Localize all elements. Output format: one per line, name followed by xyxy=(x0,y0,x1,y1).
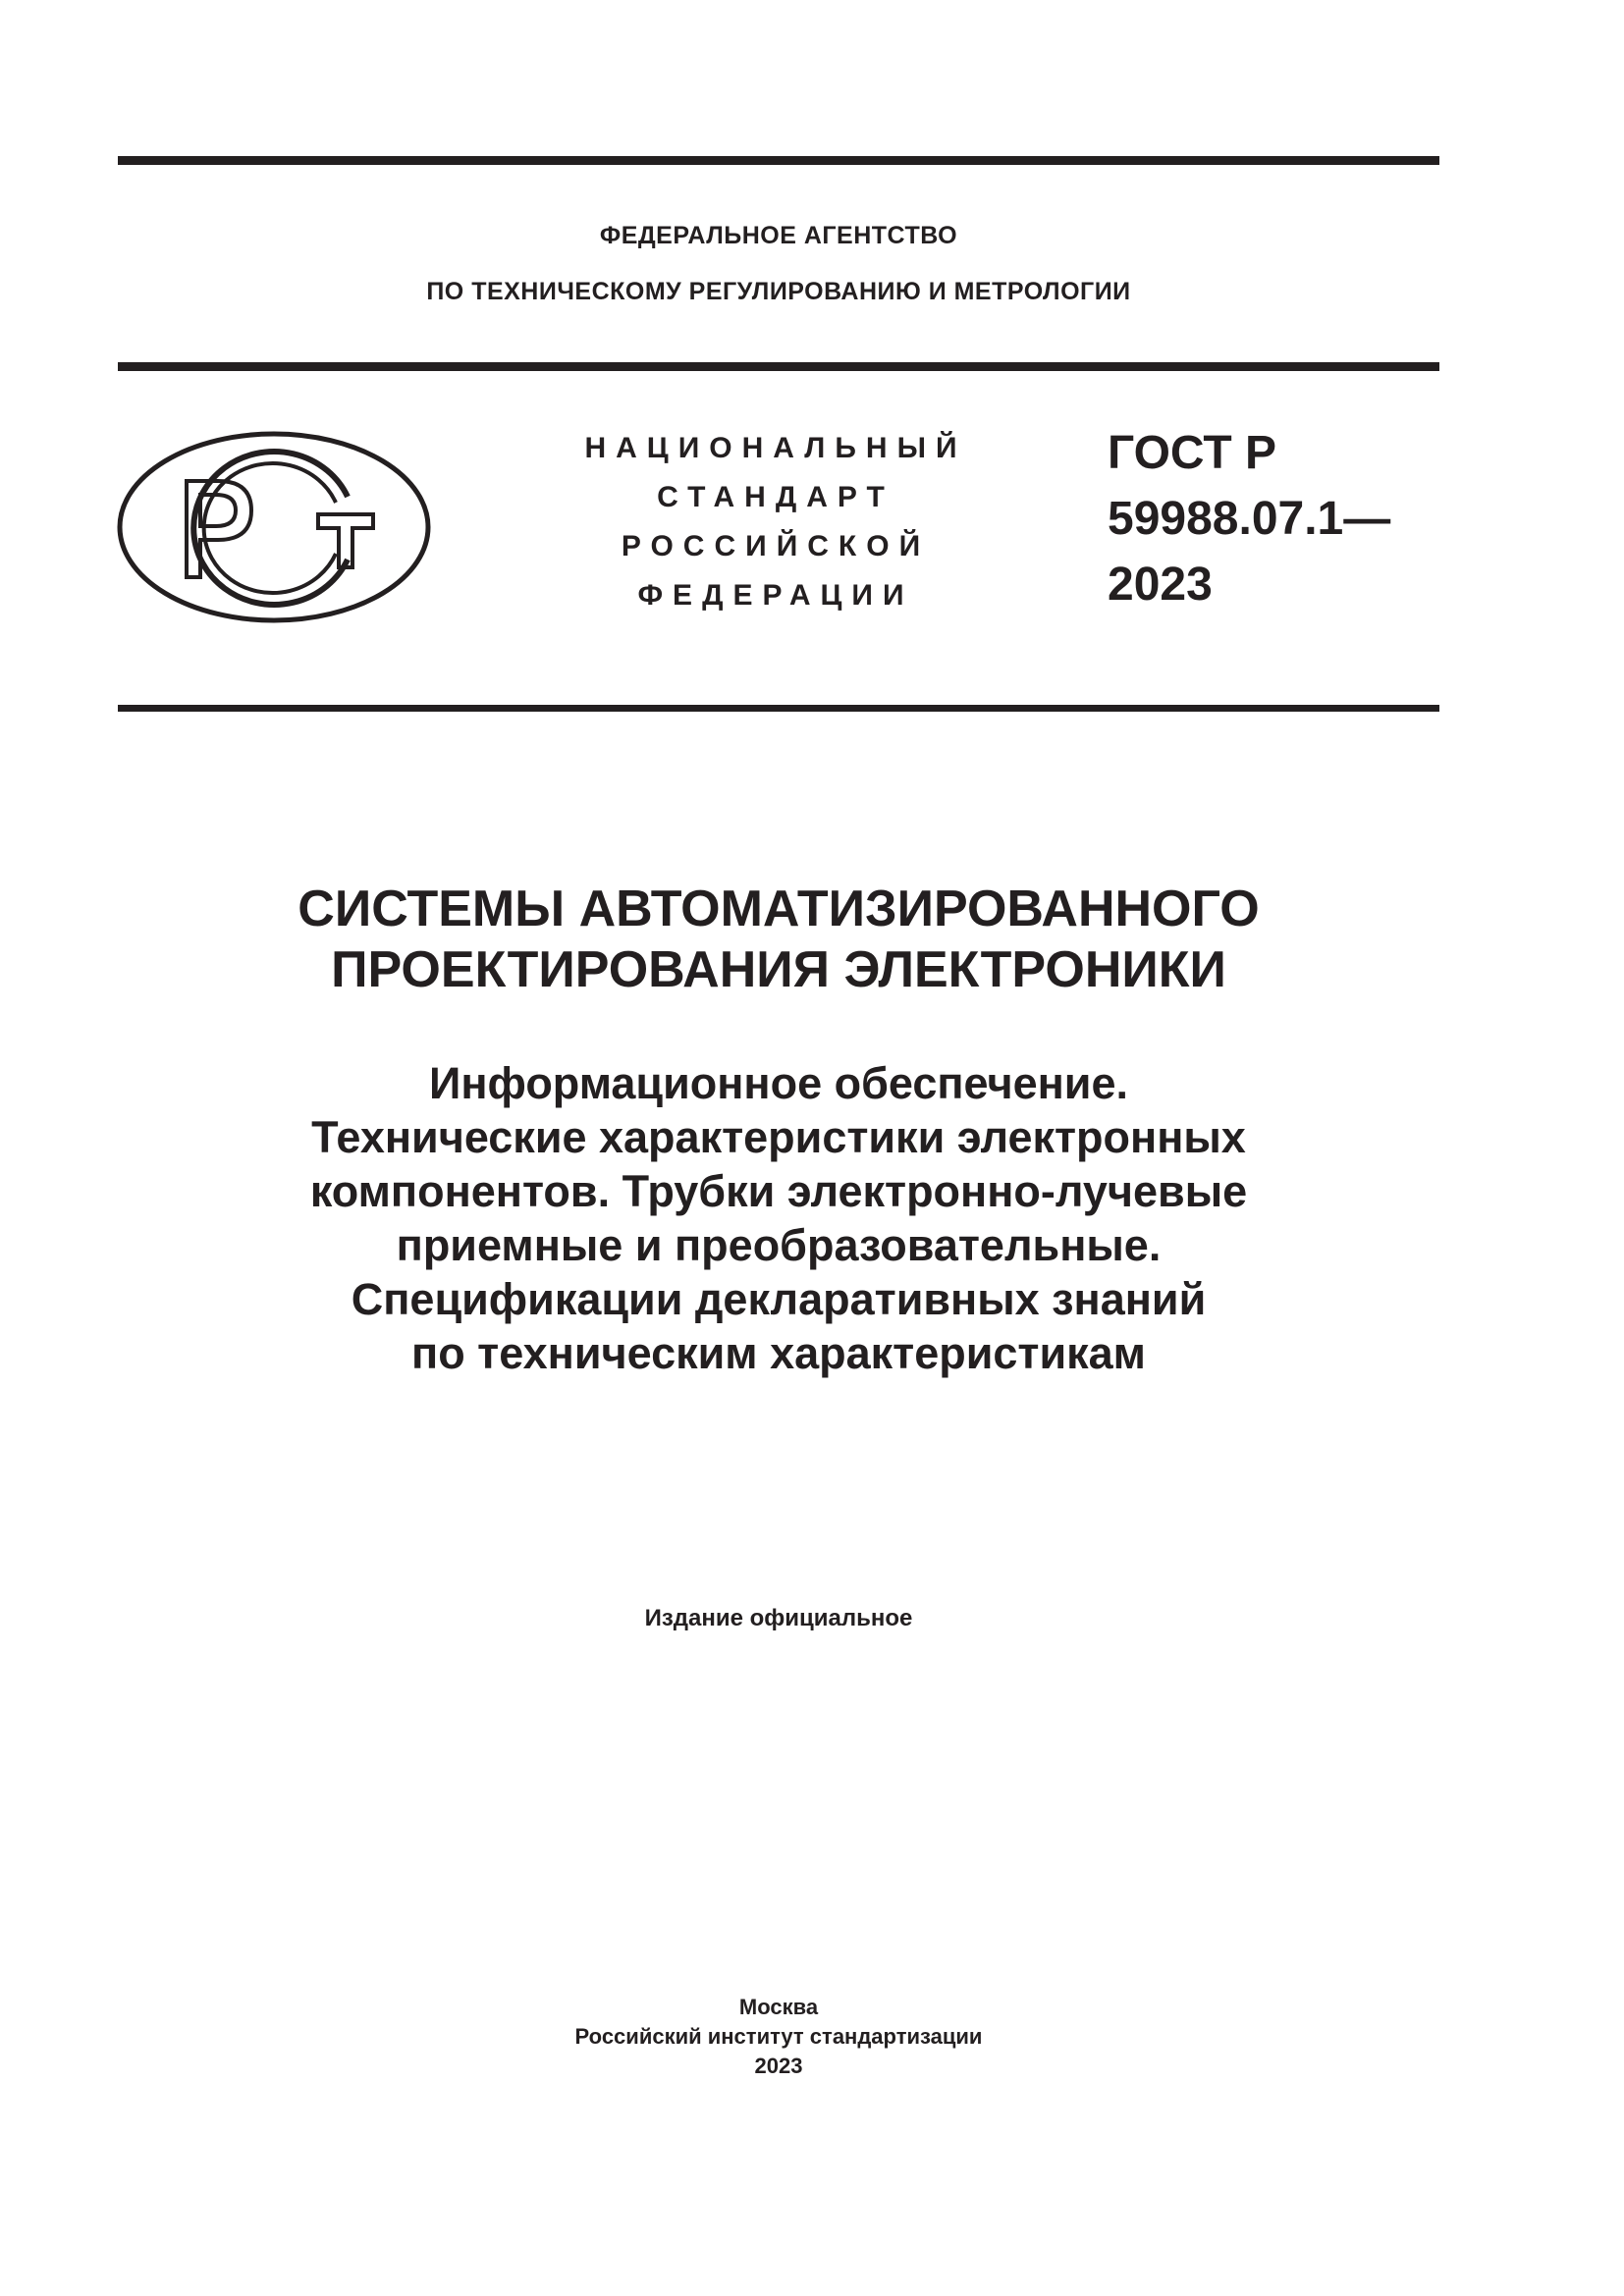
standard-designation xyxy=(1108,420,1441,617)
designation-line: 2023 xyxy=(1108,559,1213,611)
top-rule xyxy=(118,156,1439,165)
designation-line: ГОСТ Р xyxy=(1108,427,1277,479)
agency-line-2: ПО ТЕХНИЧЕСКОМУ РЕГУЛИРОВАНИЮ И МЕТРОЛОГИИ xyxy=(426,278,1131,305)
designation-line: 59988.07.1— xyxy=(1108,493,1391,545)
footer-city: Москва xyxy=(738,1995,819,2019)
agency-line-1: ФЕДЕРАЛЬНОЕ АГЕНТСТВО xyxy=(599,222,958,249)
rst-logo-icon xyxy=(116,430,432,624)
national-standard-line: НАЦИОНАЛЬНЫЙ xyxy=(584,432,967,464)
bottom-rule xyxy=(118,705,1439,712)
document-subtitle xyxy=(118,1056,1439,1380)
subtitle-line: по техническим характеристикам xyxy=(411,1328,1146,1378)
subtitle-line: Спецификации декларативных знаний xyxy=(351,1274,1207,1324)
national-standard-label xyxy=(545,424,1006,620)
national-standard-line: РОССИЙСКОЙ xyxy=(621,530,931,562)
edition-note: Издание официальное xyxy=(644,1605,913,1631)
subtitle-line: Технические характеристики электронных xyxy=(311,1112,1246,1162)
title-line: СИСТЕМЫ АВТОМАТИЗИРОВАННОГО xyxy=(298,881,1260,937)
footer-publisher: Российский институт стандартизации xyxy=(574,2024,983,2049)
footer-year: 2023 xyxy=(754,2054,803,2078)
subtitle-line: компонентов. Трубки электронно-лучевые xyxy=(309,1166,1248,1216)
subtitle-line: приемные и преобразовательные. xyxy=(396,1220,1162,1270)
title-line: ПРОЕКТИРОВАНИЯ ЭЛЕКТРОНИКИ xyxy=(331,941,1226,998)
subtitle-line: Информационное обеспечение. xyxy=(429,1058,1128,1108)
national-standard-line: СТАНДАРТ xyxy=(657,481,894,513)
national-standard-line: ФЕДЕРАЦИИ xyxy=(637,579,914,612)
publisher-footer xyxy=(118,1993,1439,2081)
middle-rule xyxy=(118,362,1439,371)
document-title xyxy=(118,879,1439,1000)
